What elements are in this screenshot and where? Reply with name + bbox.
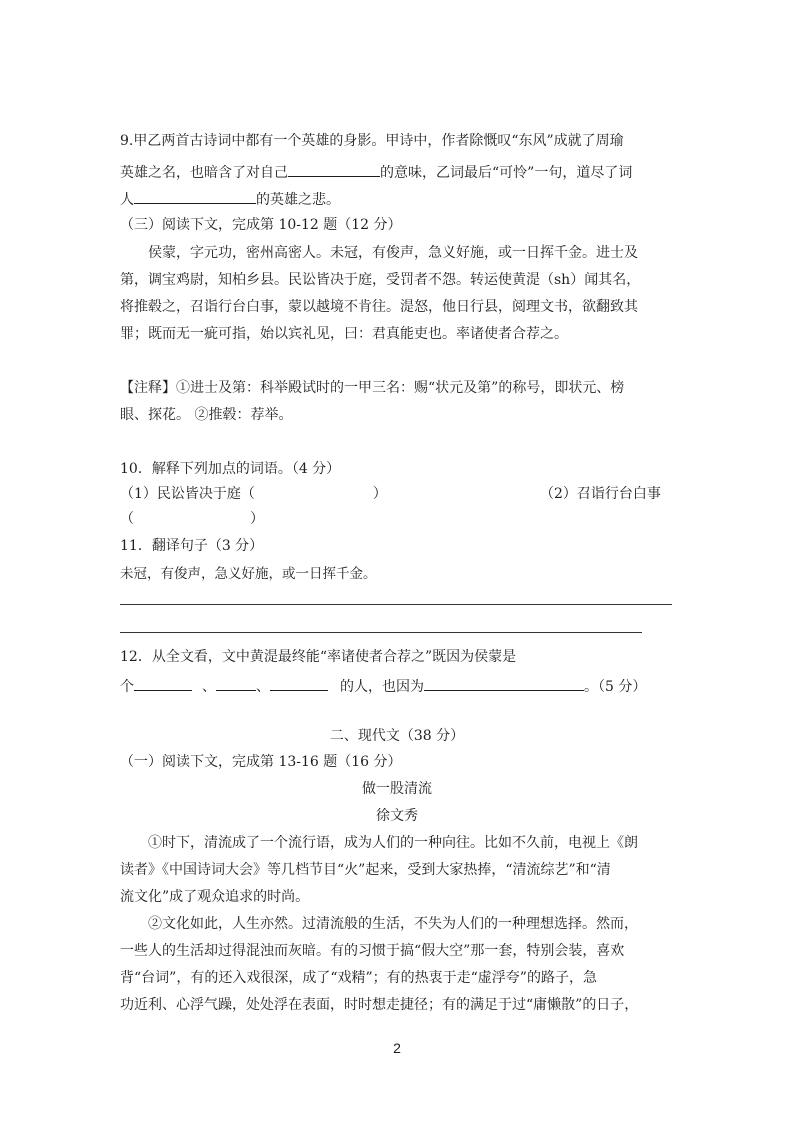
- article-p1-line-1: ①时下，清流成了一个流行语，成为人们的一种向往。比如不久前，电视上《朗: [148, 835, 638, 851]
- section-modern-sub: （一）阅读下文，完成第 13-16 题（16 分）: [120, 754, 402, 770]
- article-p2-line-4: 功近利、心浮气躁，处处浮在表面，时时想走捷径；有的满足于过“庸懒散”的日子，: [120, 997, 639, 1013]
- q10-item-2: （2）召诣行台白事: [540, 486, 661, 502]
- q12-line-1: 12．从全文看，文中黄湜最终能“率诸使者合荐之”既因为侯蒙是: [120, 649, 517, 665]
- page-number: 2: [393, 1040, 401, 1056]
- article-p2-line-3: 背“台词”，有的还入戏很深，成了“戏精”；有的热衷于走“虚浮夸”的路子，急: [120, 970, 597, 986]
- q9-blank-1[interactable]: [288, 161, 380, 177]
- q9-line-1: 9.甲乙两首古诗词中都有一个英雄的身影。甲诗中，作者除慨叹“东风”成就了周瑜: [120, 133, 624, 149]
- q9-text-b: 的意味，乙词最后“可怜”一句，道尽了词: [380, 165, 633, 181]
- passage-line-2: 第，调宝鸡尉，知柏乡县。民讼皆决于庭，受罚者不怨。转运使黄湜（sh）闻其名，: [120, 272, 641, 288]
- q9-text-d: 的英雄之悲。: [256, 192, 340, 208]
- q12-line-2: [120, 675, 680, 697]
- section-3-title: （三）阅读下文，完成第 10-12 题（12 分）: [120, 217, 402, 233]
- passage-line-1: 侯蒙，字元功，密州高密人。未冠，有俊声，急义好施，或一日挥千金。进士及: [148, 245, 638, 261]
- passage-line-4: 罪；既而无一疵可指，始以宾礼见，曰：君真能吏也。率诸使者合荐之。: [120, 326, 568, 342]
- q10-item-1-close: ）: [372, 486, 387, 502]
- q12-blank-2[interactable]: [216, 675, 256, 691]
- article-title: 做一股清流: [362, 781, 432, 797]
- q12-blank-1[interactable]: [134, 675, 192, 691]
- q12-text-a: 个: [120, 679, 134, 695]
- q11-sentence: 未冠，有俊声，急义好施，或一日挥千金。: [120, 566, 377, 582]
- q12-text-c: 、: [256, 679, 270, 695]
- article-p1-line-2: 读者》《中国诗词大会》等几档节目“火”起来，受到大家热捧，“清流综艺”和“清: [120, 862, 611, 878]
- q10-item-2-close: ）: [250, 511, 264, 527]
- q12-text-b: 、: [202, 679, 216, 695]
- q11-title: 11．翻译句子（3 分）: [120, 538, 264, 554]
- article-p1-line-3: 流文化”成了观众追求的时尚。: [120, 889, 310, 905]
- q9-text-a: 英雄之名，也暗含了对自己: [120, 165, 288, 181]
- notes-line-1: 【注释】①进士及第：科举殿试时的一甲三名：赐“状元及第”的称号，即状元、榜: [120, 380, 625, 396]
- q9-line-2: [120, 161, 680, 183]
- q9-text-c: 人: [120, 192, 134, 208]
- q11-answer-line-1[interactable]: [120, 604, 672, 605]
- article-p2-line-1: ②文化如此，人生亦然。过清流般的生活，不失为人们的一种理想选择。然而，: [148, 916, 638, 932]
- q9-line-3: [120, 188, 680, 210]
- q9-blank-2[interactable]: [134, 188, 256, 204]
- q10-title: 10．解释下列加点的词语。（4 分）: [120, 461, 341, 477]
- q10-item-2-open: （: [120, 511, 134, 527]
- q12-text-e: 。（5 分）: [584, 679, 647, 695]
- q10-item-1-text: （1）民讼皆决于庭（: [120, 486, 255, 502]
- section-modern-heading: 二、现代文（38 分）: [329, 728, 465, 744]
- q12-text-d: 的人，也因为: [340, 679, 424, 695]
- article-p2-line-2: 一些人的生活却过得混浊而灰暗。有的习惯于搞“假大空”那一套，特别会装，喜欢: [120, 943, 625, 959]
- q12-blank-3[interactable]: [270, 675, 328, 691]
- q12-blank-4[interactable]: [424, 675, 584, 691]
- passage-line-3: 将推毂之，召诣行台白事，蒙以越境不肯往。湜怒，他日行县，阅理文书，欲翻致其: [120, 299, 638, 315]
- q11-answer-line-2[interactable]: [120, 632, 642, 633]
- article-author: 徐文秀: [376, 808, 418, 824]
- notes-line-2: 眼、探花。 ②推毂：荐举。: [120, 407, 293, 423]
- q10-item-2-answer-line: [120, 509, 680, 529]
